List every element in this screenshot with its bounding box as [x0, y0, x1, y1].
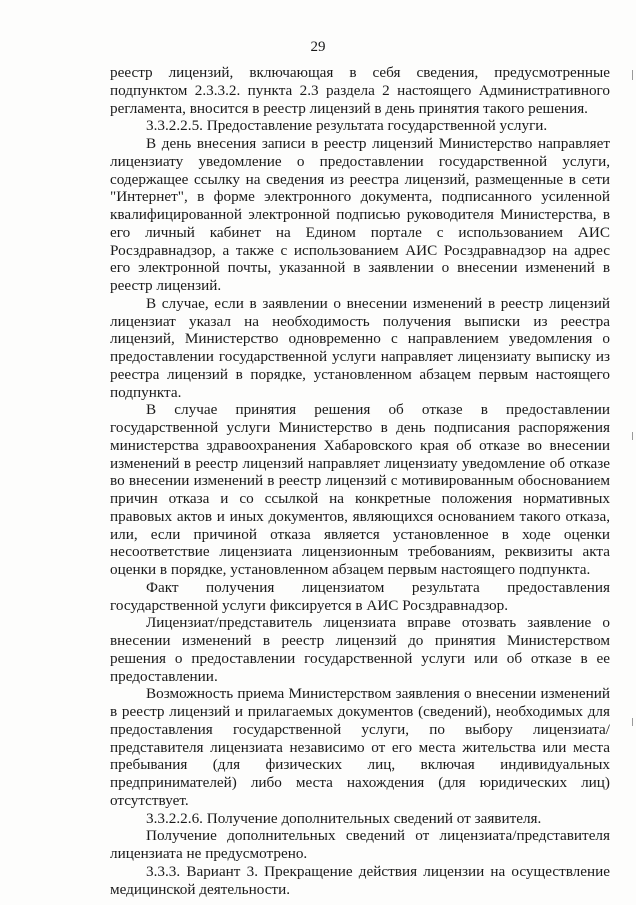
paragraph-continuation: реестр лицензий, включающая в себя сведения, предусмотренные подпунктом 2.3.3.2. пункта 2.3 раздела 2 настоящего Административного регламента, вносится в реестр лицензий в день принятия такого решения.: [110, 64, 610, 117]
paragraph-refusal: В случае принятия решения об отказе в предоставлении государственной услуги Министерство в день подписания распоряжения министерства здравоохранения Хабаровского края об отказе во внесении изменений в реестр лицензий направляет лицензиату уведомление об отказе во внесении изменений в реестр лицензий с мотивированным обоснованием причин отказа и со ссылкой на конкретные положения нормативных правовых актов и иных документов, являющихся основанием такого отказа, или, если причиной отказа является установленное в ходе оценки несоответствие лицензиата лицензионным требованиям, реквизиты акта оценки в порядке, установленном абзацем первым настоящего подпункта.: [110, 401, 610, 578]
paragraph-additional-info: Получение дополнительных сведений от лицензиата/представителя лицензиата не предусмотрено.: [110, 827, 610, 862]
paragraph-receipt-fact: Факт получения лицензиатом результата предоставления государственной услуги фиксируется в АИС Росздравнадзор.: [110, 578, 610, 614]
paragraph-heading-3-3-2-2-6: 3.3.2.2.6. Получение дополнительных сведений от заявителя.: [146, 809, 542, 827]
page-number: 29: [310, 39, 326, 55]
scan-mark: [632, 718, 633, 726]
scan-mark: [632, 70, 633, 80]
document-body: [110, 64, 610, 898]
paragraph-withdrawal: Лицензиат/представитель лицензиата вправе отозвать заявление о внесении изменений в реестр лицензий до принятия Министерством решения о предоставлении государственной услуги или об отказе в ее предоставлении.: [110, 614, 610, 685]
scan-mark: [632, 432, 633, 440]
paragraph-registry-extract: В случае, если в заявлении о внесении изменений в реестр лицензий лицензиат указал на необходимость получения выписки из реестра лицензий, Министерство одновременно с направлением уведомления о предоставлении государственной услуги направляет лицензиату выписку из реестра лицензий в порядке, установленном абзацем первым настоящего подпункта.: [110, 294, 610, 401]
paragraph-heading-3-3-3: 3.3.3. Вариант 3. Прекращение действия лицензии на осуществление медицинской деятельности.: [110, 862, 610, 898]
paragraph-extraterritorial: Возможность приема Министерством заявления о внесении изменений в реестр лицензий и прилагаемых документов (сведений), необходимых для предоставления государственной услуги, по выбору лицензиата/представителя лицензиата независимо от его места жительства или места пребывания (для физических лиц, включая индивидуальных предпринимателей) либо места нахождения (для юридических лиц) отсутствует.: [110, 685, 610, 809]
paragraph-heading-3-3-2-2-5: 3.3.2.2.5. Предоставление результата государственной услуги.: [146, 117, 548, 135]
paragraph-notification: В день внесения записи в реестр лицензий Министерство направляет лицензиату уведомление о предоставлении государственной услуги, содержащее ссылку на сведения из реестра лицензий, размещенные в сети "Интернет", в форме электронного документа, подписанного усиленной квалифицированной электронной подписью руководителя Министерства, в его личный кабинет на Едином портале с использованием АИС Росздравнадзор, а также с использованием АИС Росздравнадзор на адрес его электронной почты, указанной в заявлении о внесении изменений в реестр лицензий.: [110, 135, 610, 294]
